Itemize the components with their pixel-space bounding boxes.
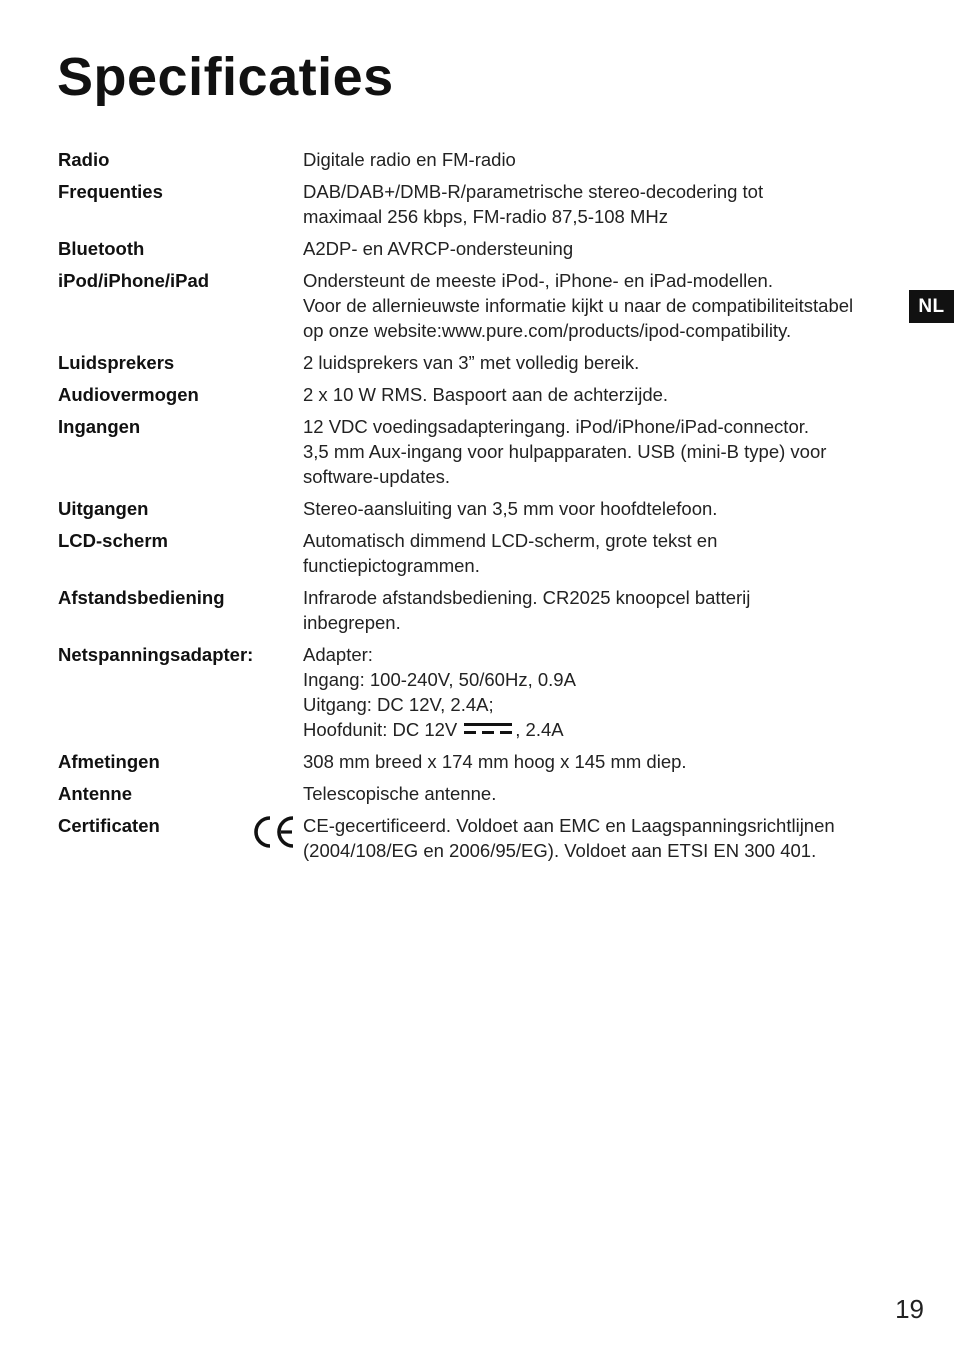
spec-value-line: maximaal 256 kbps, FM-radio 87,5-108 MHz <box>303 206 669 227</box>
spec-label: Netspanningsadapter: <box>58 644 254 665</box>
spec-value <box>303 179 898 229</box>
spec-label: Luidsprekers <box>58 352 175 373</box>
spec-label: Bluetooth <box>58 238 145 259</box>
spec-value <box>303 496 898 521</box>
spec-label: Ingangen <box>58 416 141 437</box>
spec-row-luidsprekers <box>58 350 898 375</box>
spec-value <box>303 813 898 863</box>
spec-row-certificaten <box>58 813 898 863</box>
spec-label: Afstandsbediening <box>58 587 225 608</box>
spec-row-afstandsbediening <box>58 585 898 635</box>
spec-value-line: 12 VDC voedingsadapteringang. iPod/iPhone/iPad-connector. <box>303 416 810 437</box>
spec-row-afmetingen <box>58 749 898 774</box>
spec-label: iPod/iPhone/iPad <box>58 270 210 291</box>
spec-row-audiovermogen <box>58 382 898 407</box>
spec-row-antenne <box>58 781 898 806</box>
page-number: 19 <box>895 1294 924 1324</box>
spec-value <box>303 528 898 578</box>
spec-value-line: inbegrepen. <box>303 612 401 633</box>
spec-label-with-mark <box>58 813 303 838</box>
dc-line-before: Hoofdunit: DC 12V <box>303 719 458 740</box>
spec-row-ipod <box>58 268 898 343</box>
spec-value-line: Adapter: <box>303 644 373 665</box>
spec-value-line: functiepictogrammen. <box>303 555 480 576</box>
ce-mark-icon <box>251 815 297 849</box>
dc-current-icon <box>463 720 513 738</box>
spec-value <box>303 749 898 774</box>
spec-value <box>303 382 898 407</box>
spec-value-line: Uitgang: DC 12V, 2.4A; <box>303 694 494 715</box>
language-tab: NL <box>909 290 954 323</box>
spec-value-line-dc <box>303 717 898 742</box>
spec-row-frequenties <box>58 179 898 229</box>
spec-row-lcd-scherm <box>58 528 898 578</box>
spec-label: Antenne <box>58 783 132 804</box>
dc-line-after: , 2.4A <box>515 719 564 740</box>
spec-value-line: (2004/108/EG en 2006/95/EG). Voldoet aan ETSI EN 300 401. <box>303 840 817 861</box>
spec-value-line: Automatisch dimmend LCD-scherm, grote tekst en <box>303 530 718 551</box>
spec-row-netspanningsadapter <box>58 642 898 742</box>
spec-value-line: 2 luidsprekers van 3” met volledig bereik. <box>303 352 640 373</box>
spec-value-line: software-updates. <box>303 466 451 487</box>
spec-value <box>303 350 898 375</box>
spec-row-bluetooth <box>58 236 898 261</box>
spec-label: Afmetingen <box>58 751 160 772</box>
spec-value-line: Telescopische antenne. <box>303 783 497 804</box>
spec-value-line: DAB/DAB+/DMB-R/parametrische stereo-decodering tot <box>303 181 764 202</box>
spec-label: Audiovermogen <box>58 384 199 405</box>
spec-value-line: op onze website:www.pure.com/products/ipod-compatibility. <box>303 320 792 341</box>
spec-value <box>303 236 898 261</box>
spec-value-line: Voor de allernieuwste informatie kijkt u naar de compatibiliteitstabel <box>303 295 854 316</box>
spec-value-line: 3,5 mm Aux-ingang voor hulpapparaten. USB (mini-B type) voor <box>303 441 827 462</box>
spec-label: Radio <box>58 149 110 170</box>
spec-value-line: CE-gecertificeerd. Voldoet aan EMC en Laagspanningsrichtlijnen <box>303 815 835 836</box>
spec-label: Certificaten <box>58 815 160 836</box>
spec-value <box>303 642 898 742</box>
spec-value-line: Ingang: 100-240V, 50/60Hz, 0.9A <box>303 669 576 690</box>
spec-value <box>303 268 898 343</box>
spec-label: Uitgangen <box>58 498 149 519</box>
spec-table <box>58 147 898 870</box>
spec-row-uitgangen <box>58 496 898 521</box>
spec-value-line: Stereo-aansluiting van 3,5 mm voor hoofdtelefoon. <box>303 498 718 519</box>
spec-value-line: Infrarode afstandsbediening. CR2025 knoopcel batterij <box>303 587 751 608</box>
spec-value <box>303 781 898 806</box>
spec-value <box>303 147 898 172</box>
spec-value-line: 308 mm breed x 174 mm hoog x 145 mm diep. <box>303 751 687 772</box>
spec-value <box>303 585 898 635</box>
spec-row-ingangen <box>58 414 898 489</box>
spec-value-line: A2DP- en AVRCP-ondersteuning <box>303 238 574 259</box>
spec-value <box>303 414 898 489</box>
spec-value-line: Ondersteunt de meeste iPod-, iPhone- en iPad-modellen. <box>303 270 773 291</box>
spec-label: LCD-scherm <box>58 530 168 551</box>
page-title: Specificaties <box>57 47 394 107</box>
spec-row-radio <box>58 147 898 172</box>
spec-value-line: 2 x 10 W RMS. Baspoort aan de achterzijde. <box>303 384 669 405</box>
spec-value-line: Digitale radio en FM-radio <box>303 149 516 170</box>
spec-label: Frequenties <box>58 181 163 202</box>
